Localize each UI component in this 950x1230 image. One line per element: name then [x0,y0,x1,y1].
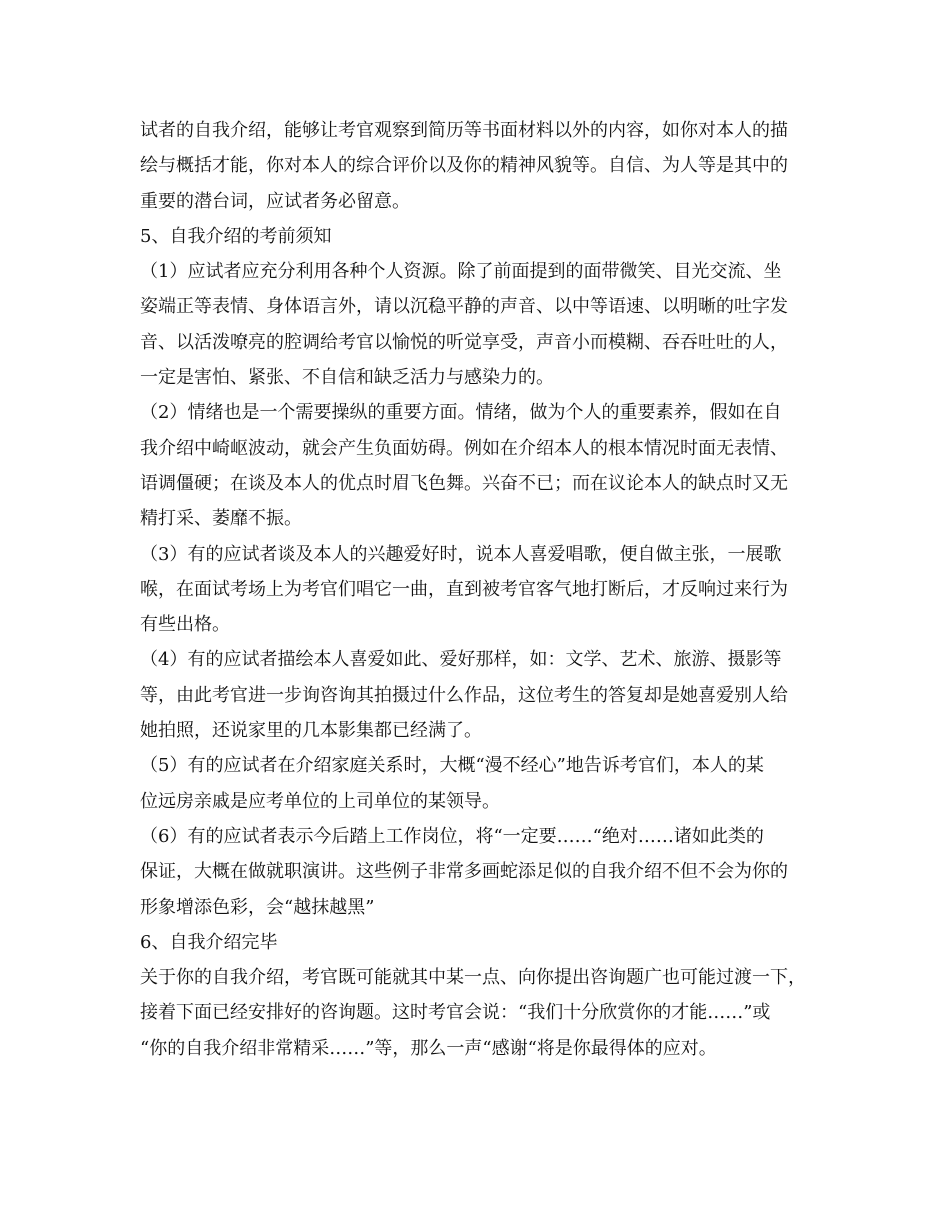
body-text-line: 试者的自我介绍，能够让考官观察到简历等书面材料以外的内容，如你对本人的描 [140,120,788,141]
paragraph-2-line: 语调僵硬；在谈及本人的优点时眉飞色舞。兴奋不已；而在议论本人的缺点时又无 [140,472,788,494]
paragraph-2-line: 精打采、萎靡不振。 [140,508,302,530]
body-text-line: 重要的潜台词，应试者务必留意。 [140,190,410,212]
paragraph-4-line: 她拍照，还说家里的几本影集都已经满了。 [140,720,482,742]
paragraph-4-line: 等，由此考官进一步询咨询其拍摄过什么作品，这位考生的答复却是她喜爱别人给 [140,684,788,706]
closing-paragraph-line: 关于你的自我介绍，考官既可能就其中某一点、向你提出咨询题广也可能过渡一下， [140,967,806,989]
document-body [140,113,820,1066]
paragraph-2-line: 我介绍中崎岖波动，就会产生负面妨碍。例如在介绍本人的根本情况时面无表情、 [140,437,788,459]
section-heading-5: 5、自我介绍的考前须知 [140,225,332,247]
paragraph-3-line: 喉，在面试考场上为考官们唱它一曲，直到被考官客气地打断后，才反响过来行为 [140,578,788,600]
paragraph-1-line: 姿端正等表情、身体语言外，请以沉稳平静的声音、以中等语速、以明晰的吐字发 [140,296,788,318]
paragraph-5-line: （5）有的应试者在介绍家庭关系时，大概“漫不经心”地告诉考官们，本人的某 [140,755,764,777]
paragraph-6-line: 形象增添色彩，会“越抹越黑” [140,896,375,918]
paragraph-1-line: 一定是害怕、紧张、不自信和缺乏活力与感染力的。 [140,367,554,389]
paragraph-1-line: 音、以活泼嘹亮的腔调给考官以愉悦的听觉享受，声音小而模糊、吞吞吐吐的人， [140,331,788,353]
paragraph-2-line: （2）情绪也是一个需要操纵的重要方面。情绪，做为个人的重要素养，假如在自 [140,402,782,424]
paragraph-3-line: 有些出格。 [140,614,230,636]
paragraph-5-line: 位远房亲戚是应考单位的上司单位的某领导。 [140,790,500,812]
paragraph-4-line: （4）有的应试者描绘本人喜爱如此、爱好那样，如：文学、艺术、旅游、摄影等 [140,649,782,671]
paragraph-3-line: （3）有的应试者谈及本人的兴趣爱好时，说本人喜爱唱歌，便自做主张，一展歌 [140,543,782,565]
paragraph-1-line: （1）应试者应充分利用各种个人资源。除了前面提到的面带微笑、目光交流、坐 [140,261,782,283]
body-text-line: 绘与概括才能，你对本人的综合评价以及你的精神风貌等。自信、为人等是其中的 [140,155,788,177]
closing-paragraph-line: 接着下面已经安排好的咨询题。这时考官会说：“我们十分欣赏你的才能……”或 [140,1002,771,1024]
section-heading-6: 6、自我介绍完毕 [140,931,278,953]
closing-paragraph-line: “你的自我介绍非常精采……”等，那么一声“感谢“将是你最得体的应对。 [140,1037,717,1059]
paragraph-6-line: （6）有的应试者表示今后踏上工作岗位，将“一定要……“绝对……诸如此类的 [140,825,764,847]
paragraph-6-line: 保证，大概在做就职演讲。这些例子非常多画蛇添足似的自我介绍不但不会为你的 [140,861,788,883]
